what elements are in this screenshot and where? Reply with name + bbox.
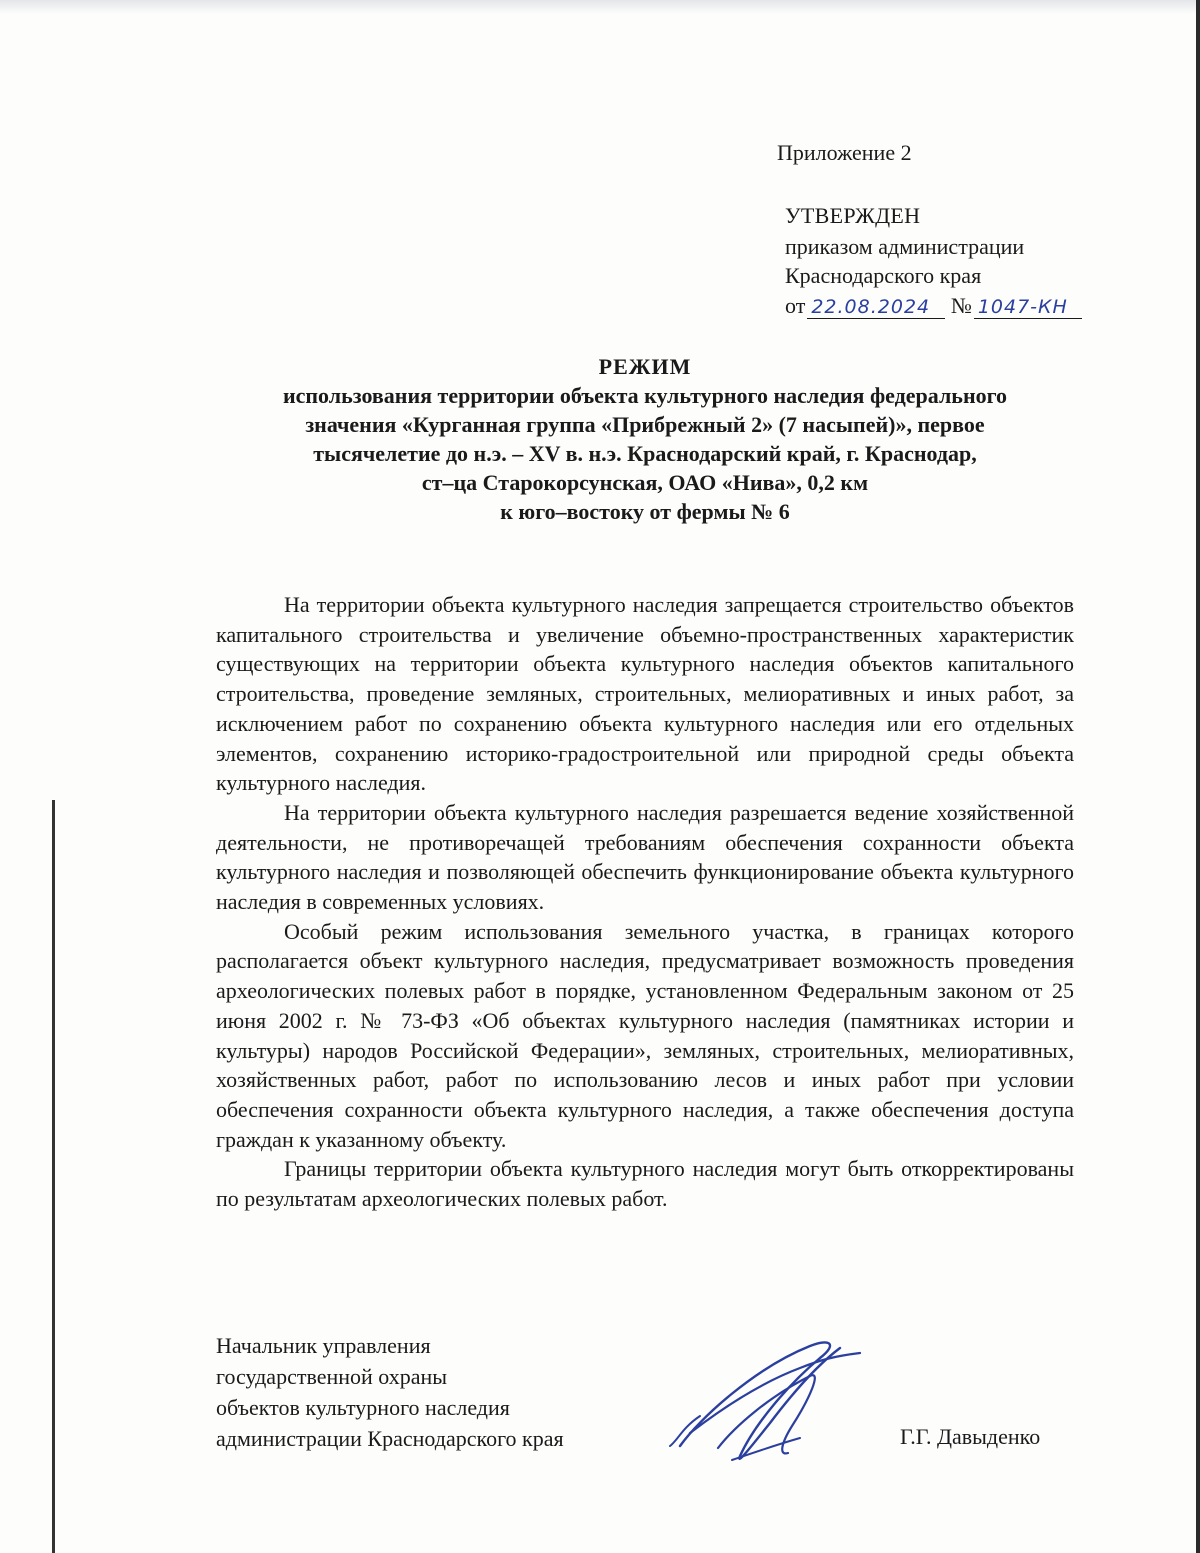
- body-paragraph: На территории объекта культурного наследия разрешается ведение хозяйственной деятельности, не противоречащей требованиям обеспечения сохранности объекта культурного наследия и позволяющей обеспечить функционирование объекта культурного наследия в современных условиях.: [216, 799, 1074, 915]
- scan-edge-left: [52, 800, 55, 1553]
- document-title: РЕЖИМ: [598, 354, 692, 379]
- body-paragraph: На территории объекта культурного наследия запрещается строительство объектов капитального строительства и увеличение объемно-пространственных характеристик существующих на территории объекта культурного наследия объектов капитального строительства, проведение земляных, строительных, мелиоративных и иных работ, за исключением работ по сохранению объекта культурного наследия или его отдельных элементов, сохранению историко-градостроительной или природной среды объекта культурного наследия.: [216, 592, 1074, 796]
- scan-edge-right: [1196, 0, 1200, 1553]
- title-line: ст–ца Старокорсунская, ОАО «Нива», 0,2 км: [421, 470, 869, 495]
- date-prefix: от: [785, 293, 806, 318]
- approved-by-line: приказом администрации: [785, 234, 1025, 259]
- body-paragraph: Границы территории объекта культурного наследия могут быть откорректированы по результатам археологических полевых работ.: [216, 1156, 1074, 1212]
- date-number-line: [785, 291, 1082, 320]
- position-line: администрации Краснодарского края: [216, 1426, 564, 1451]
- document-title-block: [180, 352, 1110, 526]
- number-prefix: №: [950, 293, 972, 318]
- scan-shadow: [0, 0, 1200, 14]
- signatory-position: [216, 1330, 564, 1454]
- title-line: тысячелетие до н.э. – XV в. н.э. Краснодарский край, г. Краснодар,: [313, 441, 977, 466]
- title-line: значения «Курганная группа «Прибрежный 2» (7 насыпей)», первое: [305, 412, 985, 437]
- approved-title: УТВЕРЖДЕН: [785, 203, 921, 228]
- title-line: использования территории объекта культурного наследия федерального: [282, 383, 1008, 408]
- position-line: Начальник управления: [216, 1333, 431, 1358]
- handwritten-date: 22.08.2024: [807, 296, 945, 319]
- appendix-label: Приложение 2: [777, 140, 912, 165]
- title-line: к юго–востоку от фермы № 6: [500, 499, 790, 524]
- position-line: государственной охраны: [216, 1364, 448, 1389]
- handwritten-signature: [660, 1328, 890, 1478]
- document-body: [216, 590, 1074, 1214]
- body-paragraph: Особый режим использования земельного участка, в границах которого располагается объект культурного наследия, предусматривает возможность проведения археологических полевых работ в порядке, установленном Федеральным законом от 25 июня 2002 г. № 73-ФЗ «Об объектах культурного наследия (памятниках истории и культуры) народов Российской Федерации», земляных, строительных, мелиоративных, хозяйственных работ, работ по использованию лесов и иных работ при условии обеспечения сохранности объекта культурного наследия, а также обеспечения доступа граждан к указанному объекту.: [216, 918, 1074, 1152]
- handwritten-number: 1047-КН: [974, 296, 1082, 319]
- approved-by-line: Краснодарского края: [785, 263, 982, 288]
- signer-name: Г.Г. Давыденко: [900, 1424, 1041, 1449]
- position-line: объектов культурного наследия: [216, 1395, 510, 1420]
